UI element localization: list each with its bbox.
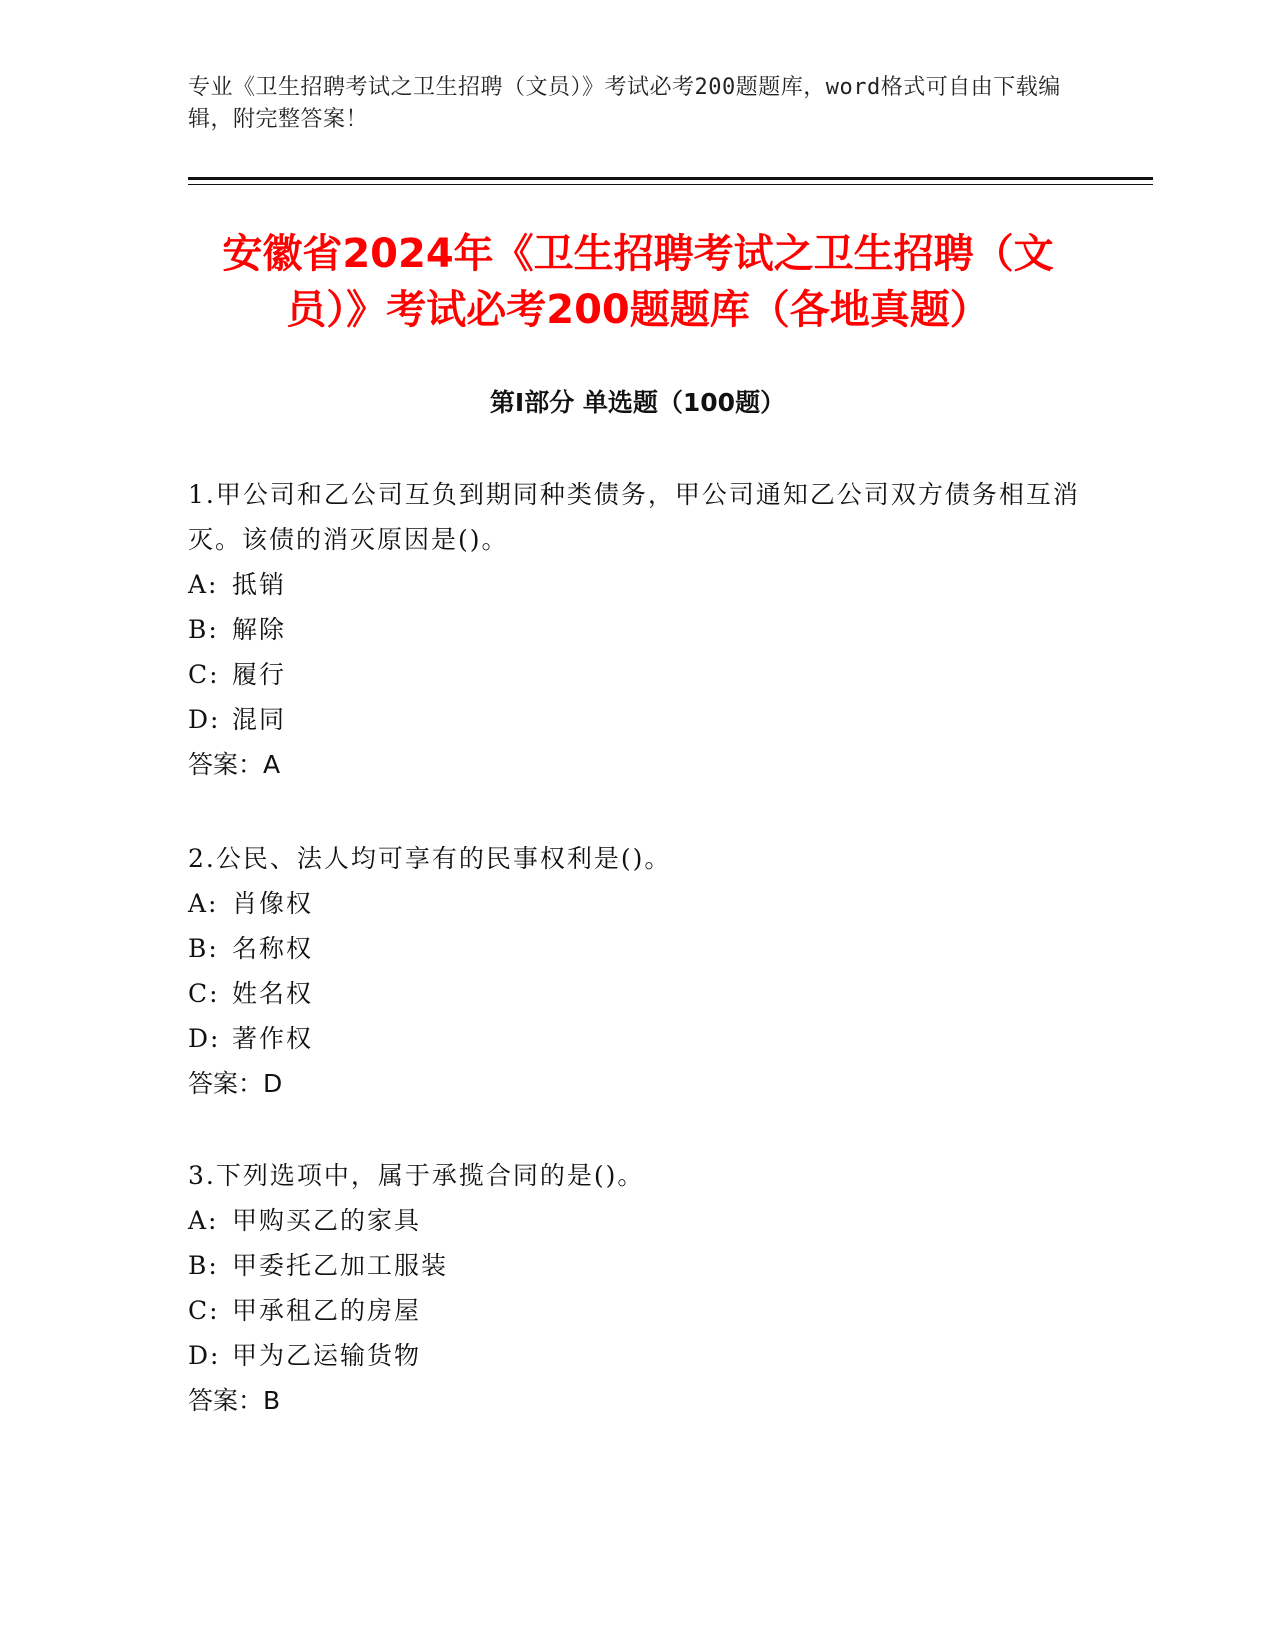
header-note: 专业《卫生招聘考试之卫生招聘（文员）》考试必考200题题库，word格式可自由下载编辑，附完整答案！ — [188, 75, 1061, 132]
option-c — [188, 652, 1088, 697]
option-text: 著作权 — [232, 1024, 314, 1053]
option-text: 姓名权 — [232, 979, 314, 1008]
question-block — [188, 1153, 1088, 1423]
option-b — [188, 926, 1088, 971]
question-stem: 1.甲公司和乙公司互负到期同种类债务，甲公司通知乙公司双方债务相互消灭。该债的消灭原因是()。 — [188, 480, 1080, 554]
option-letter: B: — [188, 934, 219, 963]
option-text: 肖像权 — [232, 889, 314, 918]
option-letter: B: — [188, 615, 219, 644]
answer-line: 答案：B — [188, 1386, 281, 1415]
option-b — [188, 1243, 1088, 1288]
option-letter: C: — [188, 1296, 220, 1325]
option-letter: D: — [188, 705, 221, 734]
option-letter: A: — [188, 889, 219, 918]
document-title: 安徽省2024年《卫生招聘考试之卫生招聘（文员）》考试必考200题题库（各地真题） — [222, 231, 1054, 333]
answer-line: 答案：A — [188, 750, 281, 779]
header-divider-thin — [188, 184, 1153, 185]
option-a — [188, 881, 1088, 926]
question-stem: 3.下列选项中，属于承揽合同的是()。 — [188, 1161, 645, 1190]
option-d — [188, 697, 1088, 742]
option-letter: D: — [188, 1024, 221, 1053]
header-divider-thick — [188, 177, 1153, 180]
option-text: 履行 — [232, 660, 287, 689]
question-block — [188, 472, 1088, 787]
option-letter: D: — [188, 1341, 221, 1370]
option-text: 甲购买乙的家具 — [232, 1206, 422, 1235]
option-text: 甲承租乙的房屋 — [232, 1296, 422, 1325]
question-stem: 2.公民、法人均可享有的民事权利是()。 — [188, 844, 672, 873]
option-d — [188, 1333, 1088, 1378]
option-text: 解除 — [232, 615, 287, 644]
option-text: 混同 — [232, 705, 287, 734]
option-c — [188, 1288, 1088, 1333]
option-b — [188, 607, 1088, 652]
option-letter: C: — [188, 979, 220, 1008]
option-letter: C: — [188, 660, 220, 689]
option-letter: A: — [188, 1206, 219, 1235]
option-c — [188, 971, 1088, 1016]
question-block — [188, 836, 1088, 1106]
option-a — [188, 562, 1088, 607]
section-heading: 第Ⅰ部分 单选题（100题） — [489, 388, 786, 417]
option-text: 名称权 — [232, 934, 314, 963]
option-text: 抵销 — [232, 570, 287, 599]
option-text: 甲委托乙加工服装 — [232, 1251, 449, 1280]
option-text: 甲为乙运输货物 — [232, 1341, 422, 1370]
option-a — [188, 1198, 1088, 1243]
option-letter: A: — [188, 570, 219, 599]
answer-line: 答案：D — [188, 1069, 283, 1098]
option-letter: B: — [188, 1251, 219, 1280]
option-d — [188, 1016, 1088, 1061]
